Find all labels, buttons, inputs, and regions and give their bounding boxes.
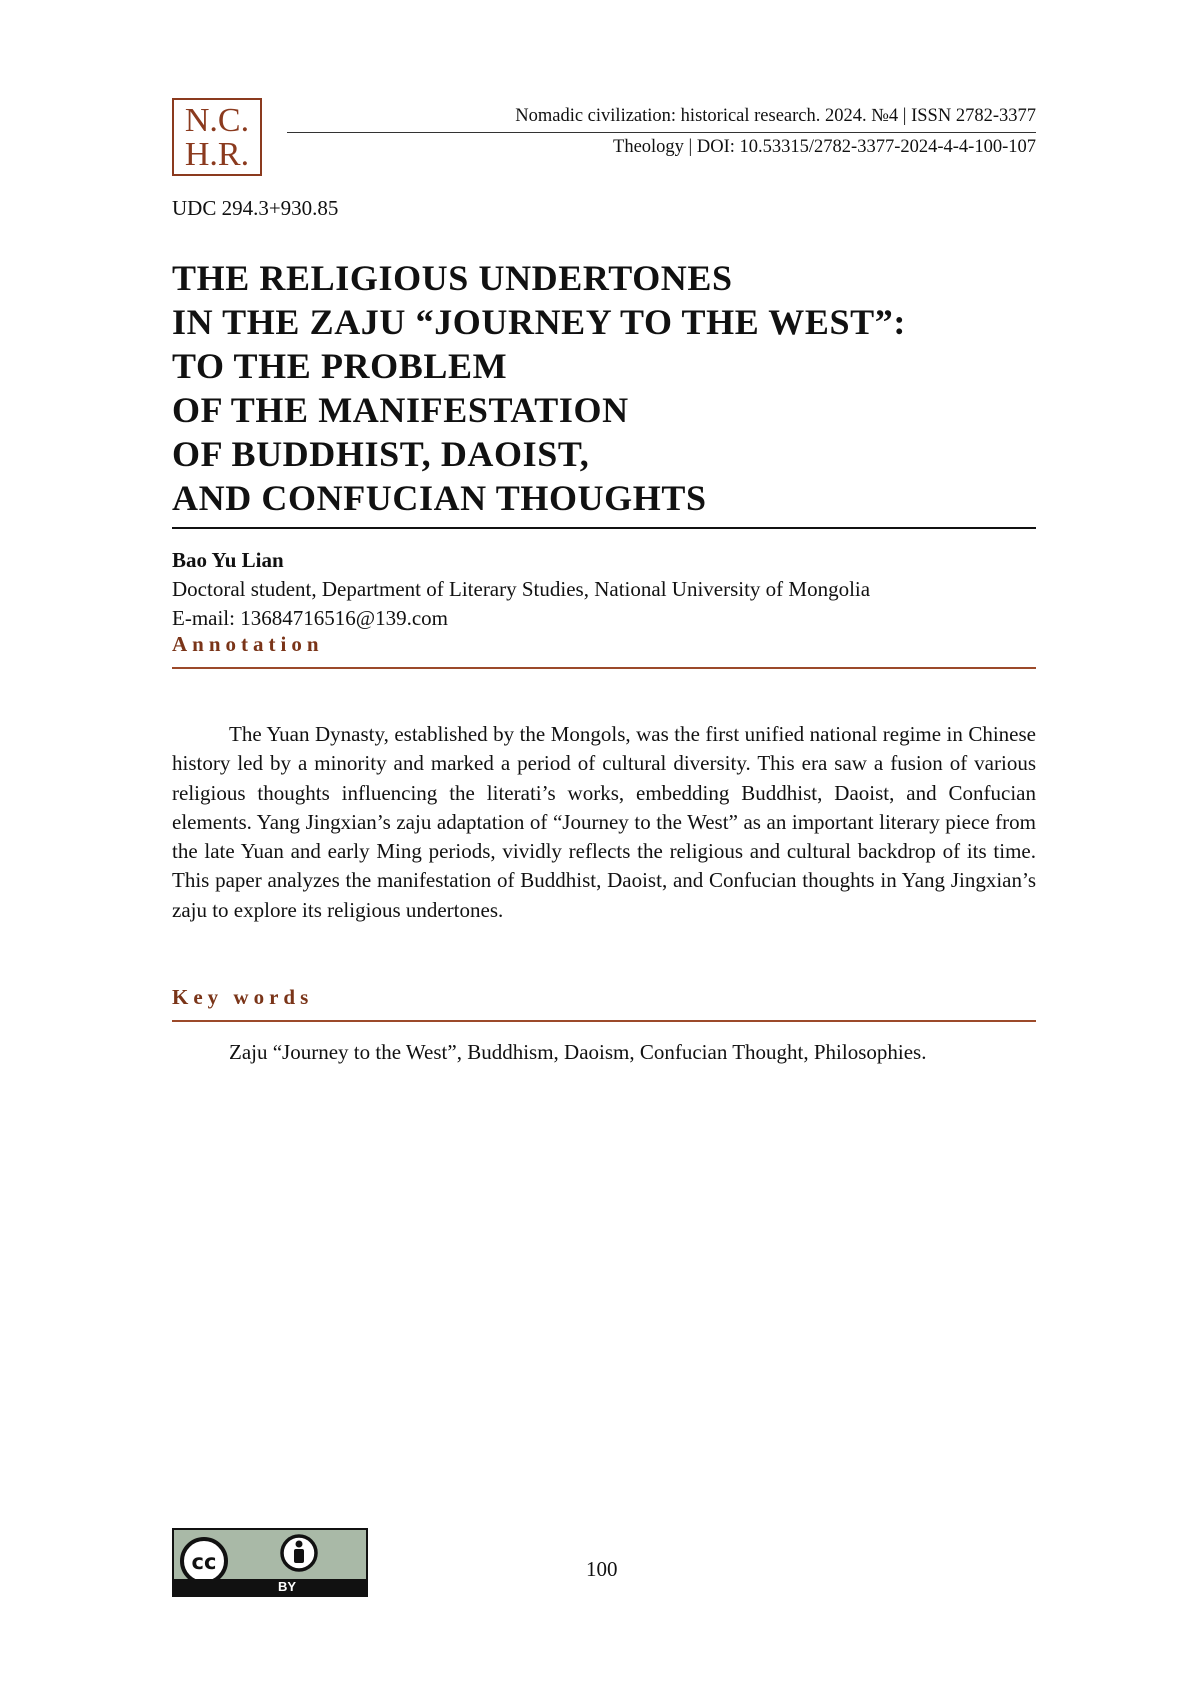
title-line: IN THE ZAJU “JOURNEY TO THE WEST”: (172, 302, 906, 342)
title-divider (172, 527, 1036, 529)
logo-line-2: H.R. (184, 136, 250, 173)
annotation-heading: Annotation (172, 632, 324, 656)
article-title (172, 256, 1036, 520)
cc-by-license-badge[interactable] (172, 1528, 368, 1597)
author-affiliation: Doctoral student, Department of Literary Studies, National University of Mongolia (172, 577, 871, 601)
title-line: THE RELIGIOUS UNDERTONES (172, 258, 733, 298)
header-rule (287, 132, 1036, 133)
keywords-divider (172, 1020, 1036, 1022)
journal-logo (172, 98, 262, 176)
keywords-text: Zaju “Journey to the West”, Buddhism, Daoism, Confucian Thought, Philosophies. (229, 1040, 927, 1064)
page-number: 100 (586, 1557, 618, 1581)
cc-icon (182, 1539, 226, 1583)
running-header (287, 106, 1036, 158)
svg-text:cc: cc (191, 1550, 217, 1574)
udc-code: UDC 294.3+930.85 (172, 196, 339, 220)
by-label: BY (278, 1579, 297, 1594)
keywords-heading: Key words (172, 985, 314, 1009)
attribution-person-icon (282, 1536, 316, 1570)
title-line: OF THE MANIFESTATION (172, 390, 629, 430)
author-name: Bao Yu Lian (172, 548, 284, 572)
author-email: E-mail: 13684716516@139.com (172, 606, 448, 630)
annotation-text: The Yuan Dynasty, established by the Mongols, was the first unified national regime in Chinese history led by a minority and marked a period of cultural diversity. This era saw a fusion of various religious thoughts influencing the literati’s works, embedding Buddhist, Daoist, and Confucian elements. Yang Jingxian’s zaju adaptation of “Journey to the West” as an important literary piece from the late Yuan and early Ming periods, vividly reflects the religious and cultural backdrop of its time. This paper analyzes the manifestation of Buddhist, Daoist, and Confucian thoughts in Yang Jingxian’s zaju to explore its religious undertones. (172, 722, 1036, 922)
header-journal-line: Nomadic civilization: historical research. 2024. №4 | ISSN 2782-3377 (515, 106, 1036, 126)
title-line: AND CONFUCIAN THOUGHTS (172, 478, 707, 518)
title-line: OF BUDDHIST, DAOIST, (172, 434, 590, 474)
by-strip (174, 1579, 366, 1595)
logo-line-1: N.C. (184, 102, 250, 139)
author-block (172, 546, 1036, 633)
annotation-divider (172, 667, 1036, 669)
header-doi-line: Theology | DOI: 10.53315/2782-3377-2024-4-4-100-107 (613, 137, 1036, 157)
title-line: TO THE PROBLEM (172, 346, 508, 386)
